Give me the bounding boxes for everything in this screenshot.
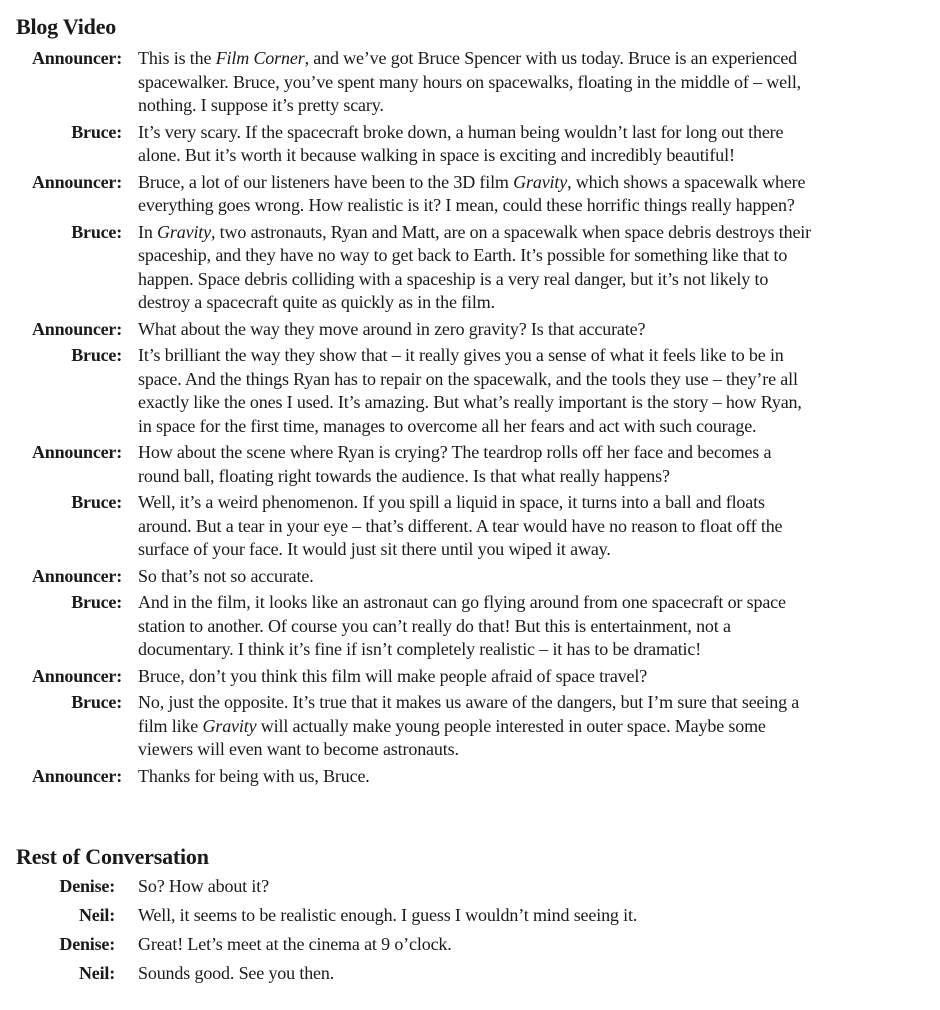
text-run: It’s very scary. If the spacecraft broke down, a human being wouldn’t last for long out there xyxy=(138,121,784,142)
speaker-label: Announcer: xyxy=(31,765,122,786)
speech-text xyxy=(138,904,933,928)
speech-line xyxy=(138,933,933,957)
text-run: surface of your face. It would just sit there until you wiped it away. xyxy=(138,539,611,559)
section-rest-of-conversation xyxy=(0,844,940,991)
dialogue-turn xyxy=(0,221,940,315)
text-run: documentary. I think it’s fine if isn’t completely realistic – it has to be dramatic! xyxy=(138,639,702,659)
speech-line xyxy=(138,391,933,415)
dialogue-turn xyxy=(0,665,940,689)
speech-line xyxy=(138,565,933,589)
speech-line xyxy=(138,904,933,928)
speech-text xyxy=(138,221,933,315)
dialogue-turn xyxy=(0,565,940,589)
dialogue xyxy=(0,47,940,788)
text-run: spaceship, and they have no way to get back to Earth. It’s possible for something like that to xyxy=(138,245,788,265)
dialogue xyxy=(0,875,940,986)
speaker-label: Announcer: xyxy=(31,48,122,68)
section-blog-video xyxy=(0,14,940,791)
speech-line xyxy=(138,94,933,118)
speech-line xyxy=(138,591,933,615)
speech-line xyxy=(138,318,933,342)
speech-text xyxy=(138,565,933,589)
speech-line xyxy=(138,368,933,392)
speaker-label: Bruce: xyxy=(71,492,122,512)
speech-line xyxy=(138,121,933,145)
text-run: , which shows a spacewalk where xyxy=(567,171,806,192)
text-run: exactly like the ones I used. It’s amazing. But what’s really important is the story – how Ryan, xyxy=(138,392,802,412)
speech-line xyxy=(138,465,933,489)
text-run: So? How about it? xyxy=(138,876,269,896)
speech-line xyxy=(138,71,933,95)
speech-line xyxy=(138,638,933,662)
speech-text xyxy=(138,765,933,789)
speaker-label: Bruce: xyxy=(71,692,122,712)
speech-line xyxy=(138,738,933,762)
speech-line xyxy=(138,194,933,218)
section-heading: Rest of Conversation xyxy=(16,844,209,869)
dialogue-turn xyxy=(0,933,940,957)
speech-text xyxy=(138,933,933,957)
dialogue-turn xyxy=(0,875,940,899)
speech-line xyxy=(138,491,933,515)
speaker-label: Announcer: xyxy=(31,565,122,586)
speaker-label: Bruce: xyxy=(71,345,122,365)
speaker-label: Announcer: xyxy=(31,318,122,339)
text-run: In xyxy=(138,221,158,242)
speaker-label: Announcer: xyxy=(31,171,122,192)
speaker-label: Neil: xyxy=(79,963,115,983)
speech-text xyxy=(138,441,933,488)
speech-line xyxy=(138,538,933,562)
dialogue-turn xyxy=(0,591,940,662)
dialogue-turn xyxy=(0,962,940,986)
text-run: Well, it’s a weird phenomenon. If you spill a liquid in space, it turns into a ball and floats xyxy=(138,492,765,512)
dialogue-turn xyxy=(0,121,940,168)
speech-line xyxy=(138,441,933,465)
text-run: will actually make young people interested in outer space. Maybe some xyxy=(256,715,766,736)
speech-line xyxy=(138,962,933,986)
speaker-label: Bruce: xyxy=(71,592,122,612)
text-run: round ball, floating right towards the audience. Is that what really happens? xyxy=(138,465,670,486)
speaker-label: Announcer: xyxy=(31,442,122,462)
speech-text xyxy=(138,962,933,986)
speech-line xyxy=(138,291,933,315)
text-run: This is the xyxy=(138,48,216,68)
speech-line xyxy=(138,268,933,292)
text-run: space. And the things Ryan has to repair on the spacewalk, and the tools they use – they’re all xyxy=(138,368,798,389)
speech-line xyxy=(138,244,933,268)
text-run: everything goes wrong. How realistic is it? I mean, could these horrific things really happen? xyxy=(138,195,795,215)
speech-line xyxy=(138,715,933,739)
speech-text xyxy=(138,691,933,762)
speech-text xyxy=(138,121,933,168)
dialogue-turn xyxy=(0,765,940,789)
dialogue-turn xyxy=(0,318,940,342)
speech-text xyxy=(138,591,933,662)
dialogue-turn xyxy=(0,441,940,488)
speech-line xyxy=(138,665,933,689)
text-run: Well, it seems to be realistic enough. I guess I wouldn’t mind seeing it. xyxy=(138,905,638,925)
text-run: How about the scene where Ryan is crying? The teardrop rolls off her face and becomes a xyxy=(138,442,772,462)
text-run: It’s brilliant the way they show that – it really gives you a sense of what it feels like to be in xyxy=(138,345,784,365)
italic-title: Film Corner xyxy=(215,48,305,68)
speech-line xyxy=(138,415,933,439)
speech-line xyxy=(138,875,933,899)
text-run: What about the way they move around in zero gravity? Is that accurate? xyxy=(138,318,646,339)
dialogue-turn xyxy=(0,491,940,562)
speech-text xyxy=(138,344,933,438)
text-run: Bruce, don’t you think this film will make people afraid of space travel? xyxy=(138,665,648,686)
text-run: Thanks for being with us, Bruce. xyxy=(138,765,370,786)
text-run: Bruce, a lot of our listeners have been to the 3D film xyxy=(138,171,514,192)
text-run: , two astronauts, Ryan and Matt, are on a spacewalk when space debris destroys their xyxy=(210,221,811,242)
speech-line xyxy=(138,144,933,168)
speech-text xyxy=(138,875,933,899)
text-run: And in the film, it looks like an astronaut can go flying around from one spacecraft or space xyxy=(138,592,786,612)
speech-text xyxy=(138,491,933,562)
speaker-label: Neil: xyxy=(79,905,115,925)
text-run: Sounds good. See you then. xyxy=(138,963,335,983)
text-run: , and we’ve got Bruce Spencer with us today. Bruce is an experienced xyxy=(304,48,798,68)
text-run: spacewalker. Bruce, you’ve spent many hours on spacewalks, floating in the middle of – well, xyxy=(138,71,802,92)
speech-line xyxy=(138,691,933,715)
text-run: So that’s not so accurate. xyxy=(138,565,314,586)
speaker-label: Announcer: xyxy=(31,665,122,686)
dialogue-turn xyxy=(0,904,940,928)
speaker-label: Denise: xyxy=(59,876,115,896)
speech-line xyxy=(138,765,933,789)
speech-line xyxy=(138,615,933,639)
text-run: happen. Space debris colliding with a spaceship is a very real danger, but it’s not likely to xyxy=(138,268,769,289)
speaker-label: Bruce: xyxy=(71,221,122,242)
speaker-label: Denise: xyxy=(59,934,115,954)
speech-line xyxy=(138,47,933,71)
text-run: nothing. I suppose it’s pretty scary. xyxy=(138,95,384,115)
speech-line xyxy=(138,515,933,539)
speech-line xyxy=(138,344,933,368)
dialogue-turn xyxy=(0,171,940,218)
text-run: around. But a tear in your eye – that’s different. A tear would have no reason to float off the xyxy=(138,515,783,536)
text-run: destroy a spacecraft quite as quickly as in the film. xyxy=(138,292,495,312)
speech-text xyxy=(138,47,933,118)
speech-line xyxy=(138,171,933,195)
text-run: in space for the first time, manages to overcome all her fears and act with such courage. xyxy=(138,415,757,436)
speech-text xyxy=(138,665,933,689)
text-run: Great! Let’s meet at the cinema at 9 o’clock. xyxy=(138,934,452,954)
text-run: viewers will even want to become astronauts. xyxy=(138,739,459,759)
text-run: station to another. Of course you can’t really do that! But this is entertainment, not a xyxy=(138,615,731,636)
dialogue-turn xyxy=(0,47,940,118)
speech-text xyxy=(138,318,933,342)
italic-title: Gravity xyxy=(202,715,257,736)
section-heading: Blog Video xyxy=(16,14,117,39)
speech-line xyxy=(138,221,933,245)
italic-title: Gravity xyxy=(157,221,211,242)
dialogue-turn xyxy=(0,691,940,762)
speech-text xyxy=(138,171,933,218)
italic-title: Gravity xyxy=(513,171,568,192)
text-run: alone. But it’s worth it because walking in space is exciting and incredibly beautiful! xyxy=(138,145,735,165)
text-run: No, just the opposite. It’s true that it makes us aware of the dangers, but I’m sure that seeing a xyxy=(138,692,800,712)
dialogue-turn xyxy=(0,344,940,438)
speaker-label: Bruce: xyxy=(71,121,122,142)
text-run: film like xyxy=(138,715,203,736)
